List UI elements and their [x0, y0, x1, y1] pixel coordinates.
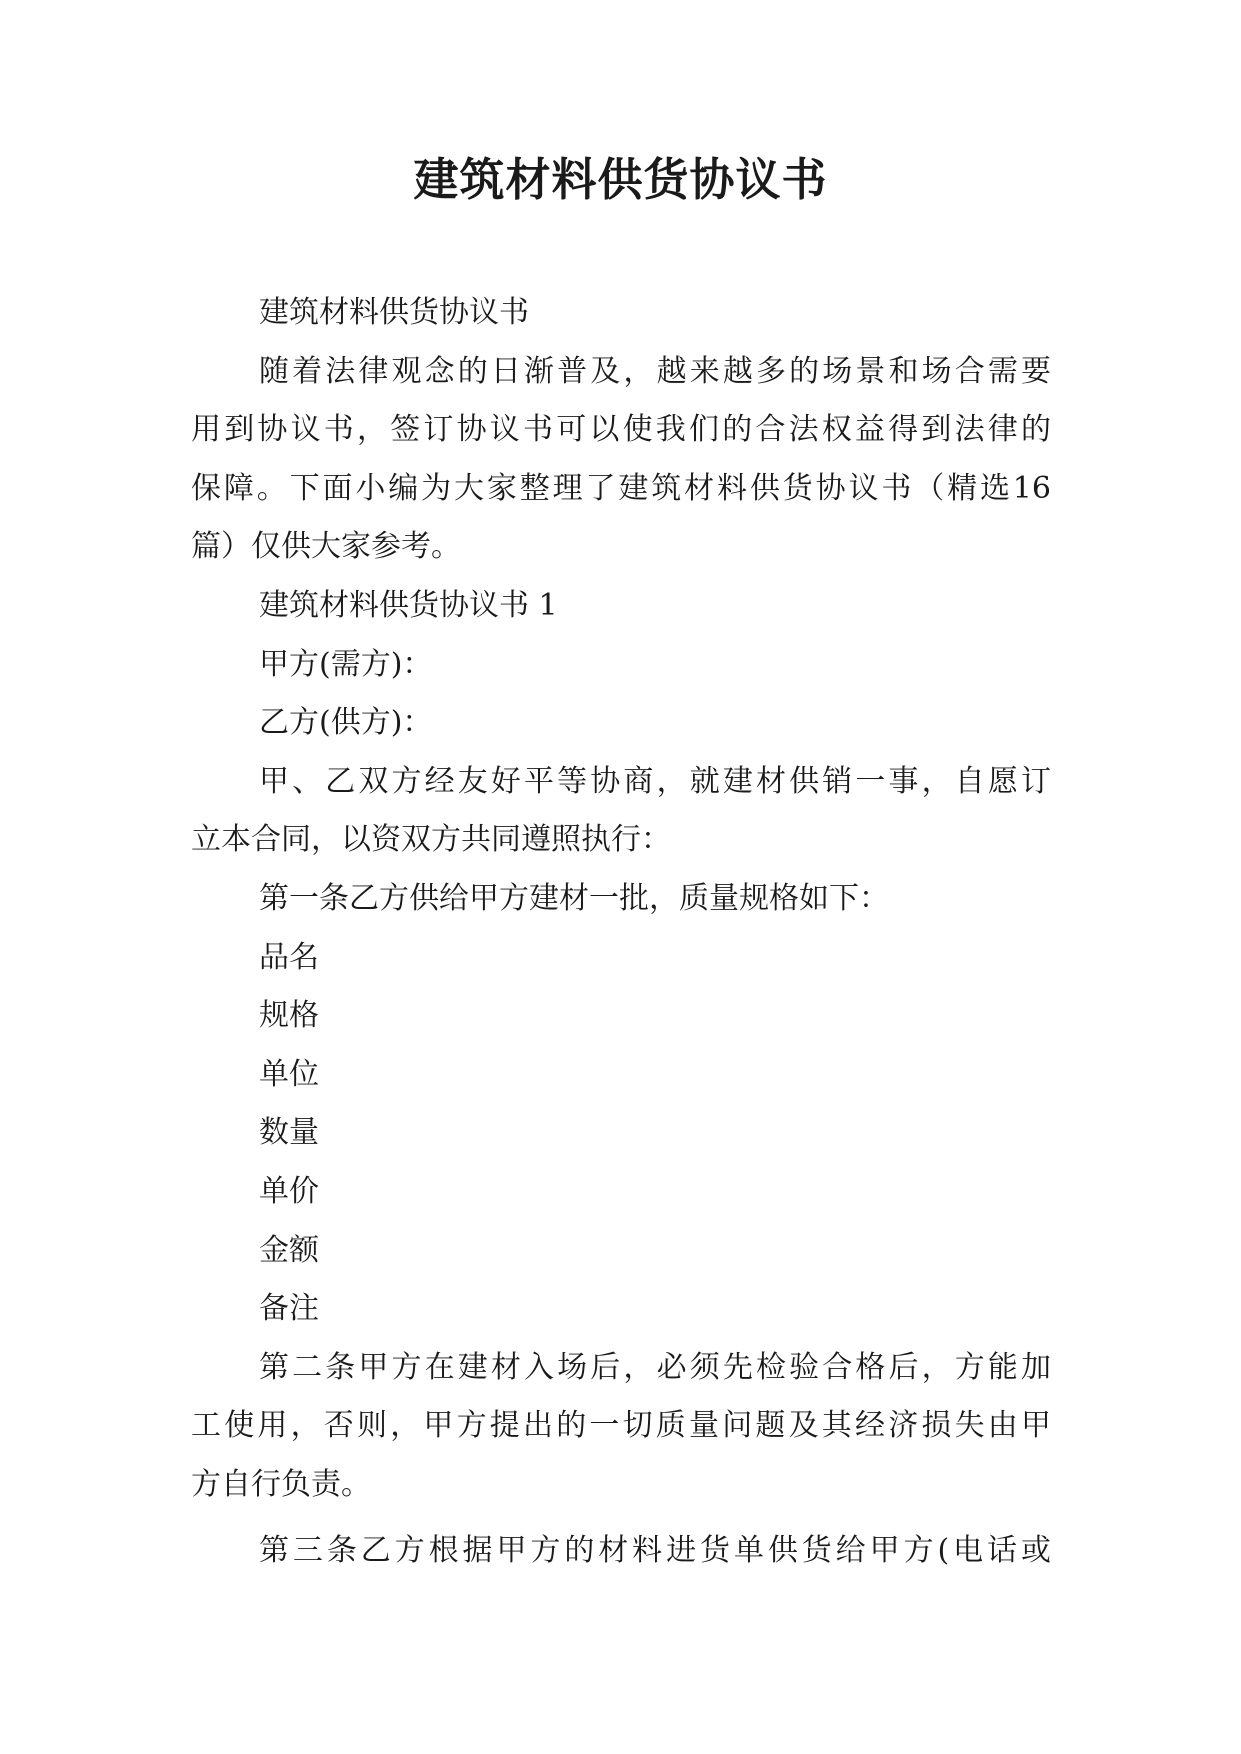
spec-item-price: [191, 1163, 1051, 1222]
paragraph-line: 第一条乙方供给甲方建材一批，质量规格如下：: [259, 880, 889, 916]
paragraph-line: 甲方(需方)：: [259, 646, 433, 682]
paragraph-line: 单位: [259, 1056, 319, 1092]
paragraph-line: 第三条乙方根据甲方的材料进货单供货给甲方(电话或: [259, 1533, 1051, 1569]
paragraph-line: 单价: [259, 1173, 319, 1209]
paragraph-line: 随着法律观念的日渐普及，越来越多的场景和场合需要: [259, 353, 1051, 389]
document-title: 建筑材料供货协议书: [413, 153, 828, 206]
paragraph-doc-name: [191, 284, 1051, 343]
spec-item-name: [191, 929, 1051, 988]
section-heading: [191, 577, 1051, 636]
paragraph-line: 立本合同，以资双方共同遵照执行：: [191, 822, 671, 858]
paragraph-line: 备注: [259, 1291, 319, 1327]
paragraph-line: 品名: [259, 939, 319, 975]
paragraph-line: 乙方(供方)：: [259, 705, 433, 741]
paragraph-line: 数量: [259, 1115, 319, 1151]
article-2: [191, 1339, 1051, 1515]
paragraph-line: 第二条甲方在建材入场后，必须先检验合格后，方能加: [259, 1349, 1051, 1385]
spec-item-quantity: [191, 1104, 1051, 1163]
spec-item-amount: [191, 1222, 1051, 1281]
document-body: [191, 284, 1051, 1581]
paragraph-line: 保障。下面小编为大家整理了建筑材料供货协议书（精选16: [191, 470, 1051, 506]
spec-item-spec: [191, 987, 1051, 1046]
paragraph-line: 规格: [259, 998, 319, 1034]
party-b-line: [191, 694, 1051, 753]
paragraph-line: 用到协议书，签订协议书可以使我们的合法权益得到法律的: [191, 412, 1051, 448]
paragraph-line: 金额: [259, 1232, 319, 1268]
article-3: [191, 1522, 1051, 1581]
party-a-line: [191, 636, 1051, 695]
article-1: [191, 870, 1051, 929]
paragraph-line: 篇）仅供大家参考。: [191, 529, 461, 565]
spec-item-unit: [191, 1046, 1051, 1105]
paragraph-line: 建筑材料供货协议书 1: [259, 587, 558, 623]
paragraph-line: 方自行负责。: [191, 1466, 371, 1502]
paragraph-gap: [191, 1514, 1051, 1522]
paragraph-intro: [191, 343, 1051, 577]
paragraph-line: 甲、乙双方经友好平等协商，就建材供销一事，自愿订: [259, 763, 1051, 799]
spec-item-remark: [191, 1280, 1051, 1339]
paragraph-line: 建筑材料供货协议书: [259, 295, 529, 330]
paragraph-agreement: [191, 753, 1051, 870]
paragraph-line: 工使用，否则，甲方提出的一切质量问题及其经济损失由甲: [191, 1408, 1051, 1444]
